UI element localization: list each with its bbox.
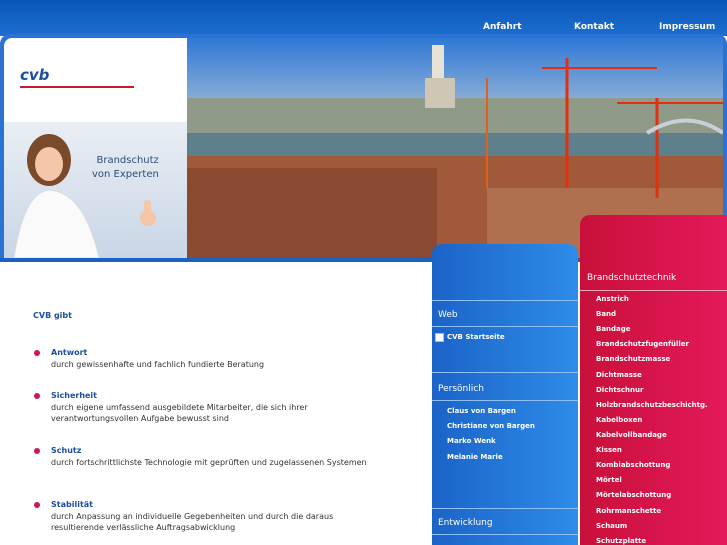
- right-nav-heading: Brandschutztechnik: [587, 273, 677, 283]
- nav-item-moertel[interactable]: Mörtel: [596, 476, 622, 484]
- divider: [432, 300, 578, 301]
- intro-text: CVB gibt: [33, 311, 72, 320]
- feature-title: Schutz: [51, 446, 82, 455]
- divider: [432, 534, 578, 535]
- logo-panel: [4, 38, 187, 122]
- bullet-icon: [34, 350, 40, 356]
- nav-person-link[interactable]: Marko Wenk: [447, 437, 496, 445]
- nav-item-schutzplatte[interactable]: Schutzplatte: [596, 537, 647, 545]
- cvb-logo[interactable]: cvb: [20, 66, 50, 84]
- nav-item-kabelboxen[interactable]: Kabelboxen: [596, 416, 643, 424]
- nav-anfahrt-link[interactable]: Anfahrt: [483, 22, 522, 32]
- feature-title: Stabilität: [51, 500, 93, 509]
- nav-person-link[interactable]: Melanie Marie: [447, 453, 503, 461]
- divider: [432, 508, 578, 509]
- nav-kontakt-link[interactable]: Kontakt: [574, 22, 615, 32]
- feature-title: Antwort: [51, 348, 88, 357]
- nav-item-holzbrandschutz[interactable]: Holzbrandschutzbeschichtg.: [596, 401, 708, 409]
- nav-item-brandschutzfugenfueller[interactable]: Brandschutzfugenfüller: [596, 340, 690, 348]
- top-bar: [0, 0, 727, 36]
- section-persoenlich-label: Persönlich: [438, 384, 484, 394]
- nav-item-band[interactable]: Band: [596, 310, 617, 318]
- middle-nav-panel: [432, 244, 578, 545]
- feature-desc: durch eigene umfassend ausgebildete Mitarbeiter, die sich ihrer verantwortungsvollen Aufgabe bewusst sind: [51, 403, 308, 423]
- mascot-image: [4, 122, 187, 258]
- nav-item-anstrich[interactable]: Anstrich: [596, 295, 629, 303]
- nav-item-kombiabschottung[interactable]: Kombiabschottung: [596, 461, 671, 469]
- mascot-panel: [4, 122, 187, 258]
- divider: [580, 290, 727, 291]
- slogan-line2: von Experten: [92, 169, 159, 180]
- section-entwicklung-label: Entwicklung: [438, 518, 493, 528]
- checkbox-icon[interactable]: [435, 333, 444, 342]
- nav-item-moertelabschottung[interactable]: Mörtelabschottung: [596, 491, 672, 499]
- nav-item-bandage[interactable]: Bandage: [596, 325, 631, 333]
- bullet-icon: [34, 448, 40, 454]
- nav-impressum-link[interactable]: Impressum: [659, 22, 716, 32]
- nav-item-kissen[interactable]: Kissen: [596, 446, 622, 454]
- section-web-label: Web: [438, 310, 458, 320]
- logo-underline: [20, 86, 134, 88]
- feature-title: Sicherheit: [51, 391, 97, 400]
- nav-item-schaum[interactable]: Schaum: [596, 522, 628, 530]
- nav-person-link[interactable]: Claus von Bargen: [447, 407, 516, 415]
- divider: [432, 400, 578, 401]
- nav-item-kabelvollbandage[interactable]: Kabelvollbandage: [596, 431, 667, 439]
- nav-cvb-startseite[interactable]: CVB Startseite: [447, 333, 505, 341]
- slogan-line1: Brandschutz: [96, 155, 159, 166]
- feature-desc: durch fortschrittlichste Technologie mit geprüften und zugelassenen Systemen: [51, 458, 367, 467]
- divider: [432, 326, 578, 327]
- nav-person-link[interactable]: Christiane von Bargen: [447, 422, 535, 430]
- nav-item-brandschutzmasse[interactable]: Brandschutzmasse: [596, 355, 671, 363]
- nav-item-dichtmasse[interactable]: Dichtmasse: [596, 371, 642, 379]
- bullet-icon: [34, 502, 40, 508]
- feature-desc: durch gewissenhafte und fachlich fundierte Beratung: [51, 360, 265, 369]
- bullet-icon: [34, 393, 40, 399]
- divider: [432, 372, 578, 373]
- slogan: [92, 154, 159, 182]
- nav-item-dichtschnur[interactable]: Dichtschnur: [596, 386, 644, 394]
- nav-item-rohrmanschette[interactable]: Rohrmanschette: [596, 507, 662, 515]
- feature-desc: durch Anpassung an individuelle Gegebenheiten und durch die daraus resultierende verlässliche Auftragsabwicklung: [51, 512, 334, 532]
